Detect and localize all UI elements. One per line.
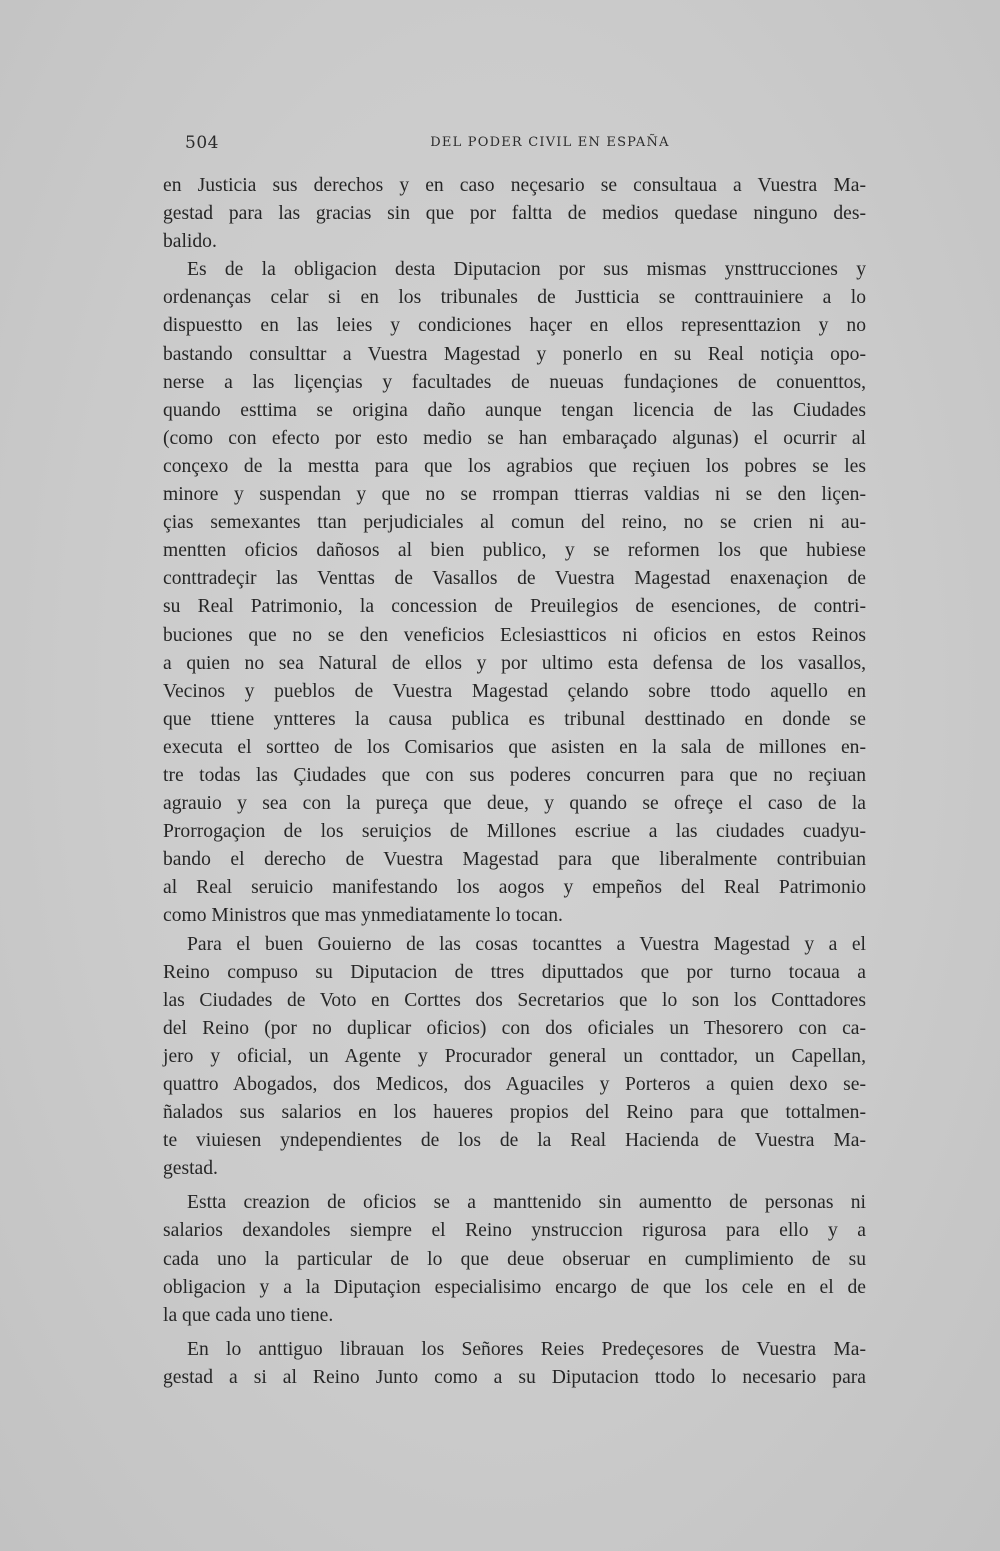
text-line: quattro Abogados, dos Medicos, dos Aguaciles y Porteros a quien dexo se- [163,1074,866,1095]
paragraph [163,256,866,930]
text-line: Es de la obligacion desta Diputacion por sus mismas ynsttrucciones y [187,259,866,281]
paragraph [163,931,866,1184]
paragraph [163,172,866,256]
text-line: gestad a si al Reino Junto como a su Diputacion ttodo lo necesario para [163,1366,866,1388]
text-line: mentten oficios dañosos al bien publico, y se reformen los que hubiese [163,540,866,562]
text-line: te viuiesen yndependientes de los de la Real Hacienda de Vuestra Ma- [163,1130,866,1152]
text-line: nerse a las liçençias y facultades de nueuas fundaçiones de conuenttos, [163,371,866,393]
text-line: Estta creazion de oficios se a manttenido sin aumentto de personas ni [187,1192,866,1214]
text-line: bastando consulttar a Vuestra Magestad y ponerlo en su Real notiçia opo- [163,343,866,365]
text-line: dispuestto en las leies y condiciones haçer en ellos representtazion y no [163,315,866,337]
page-number: 504 [185,133,219,153]
text-line: las Ciudades de Voto en Corttes dos Secretarios que lo son los Conttadores [163,989,866,1011]
text-line: Para el buen Gouierno de las cosas tocanttes a Vuestra Magestad y a el [187,933,866,955]
text-line: obligacion y a la Diputaçion especialisimo encargo de que los cele en el de [163,1276,866,1298]
text-line: ñalados sus salarios en los haueres propios del Reino para que tottalmen- [163,1102,866,1124]
text-line: buciones que no se den veneficios Eclesiastticos ni oficios en estos Reinos [163,624,866,646]
page-header [185,133,865,157]
text-line: minore y suspendan y que no se rrompan ttierras valdias ni se den liçen- [163,484,866,506]
text-line: Prorrogaçion de los seruiçios de Millones escriue a las ciudades cuadyu- [163,821,866,843]
body-text [163,172,866,1392]
paragraph [163,1336,866,1392]
text-line: su Real Patrimonio, la concession de Preuilegios de esenciones, de contri- [163,596,866,618]
text-line: jero y oficial, un Agente y Procurador general un conttador, un Capellan, [163,1045,866,1067]
text-line: cada uno la particular de lo que deue obseruar en cumplimiento de su [163,1248,866,1270]
paragraph [163,1189,866,1329]
text-line: ordenanças celar si en los tribunales de Justticia se conttrauiniere a lo [163,287,866,309]
text-line: gestad. [163,1158,218,1180]
text-line: que ttiene yntteres la causa publica es tribunal desttinado en donde se [163,708,866,730]
running-title: DEL PODER CIVIL EN ESPAÑA [430,135,670,150]
text-line: del Reino (por no duplicar oficios) con dos oficiales un Thesorero con ca- [163,1017,866,1039]
text-line: En lo anttiguo librauan los Señores Reies Predeçesores de Vuestra Ma- [187,1338,866,1360]
text-line: como Ministros que mas ynmediatamente lo tocan. [163,905,563,927]
text-line: gestad para las gracias sin que por faltta de medios quedase ninguno des- [163,203,866,225]
text-line: bando el derecho de Vuestra Magestad para que liberalmente contribuian [163,849,866,871]
text-line: al Real seruicio manifestando los aogos y empeños del Real Patrimonio [163,877,866,899]
text-line: balido. [163,231,217,253]
text-line: en Justicia sus derechos y en caso neçesario se consultaua a Vuestra Ma- [163,175,866,196]
text-line: a quien no sea Natural de ellos y por ultimo esta defensa de los vasallos, [163,652,866,674]
text-line: çias semexantes ttan perjudiciales al comun del reino, no se crien ni au- [163,512,866,534]
text-line: Reino compuso su Diputacion de ttres diputtados que por turno tocaua a [163,961,866,983]
text-line: conttradeçir las Venttas de Vasallos de Vuestra Magestad enaxenaçion de [163,568,866,590]
text-line: tre todas las Çiudades que con sus poderes concurren para que no reçiuan [163,764,866,786]
text-line: Vecinos y pueblos de Vuestra Magestad çelando sobre ttodo aquello en [163,680,866,702]
text-line: la que cada uno tiene. [163,1304,334,1326]
text-line: executa el sortteo de los Comisarios que asisten en la sala de millones en- [163,736,866,758]
text-line: conçexo de la mestta para que los agrabios que reçiuen los pobres se les [163,455,866,477]
text-line: salarios dexandoles siempre el Reino ynstruccion rigurosa para ello y a [163,1220,866,1242]
text-line: agrauio y sea con la pureça que deue, y quando se ofreçe el caso de la [163,793,866,815]
text-line: (como con efecto por esto medio se han embaraçado algunas) el ocurrir al [163,427,866,449]
text-line: quando esttima se origina daño aunque tengan licencia de las Ciudades [163,399,866,421]
